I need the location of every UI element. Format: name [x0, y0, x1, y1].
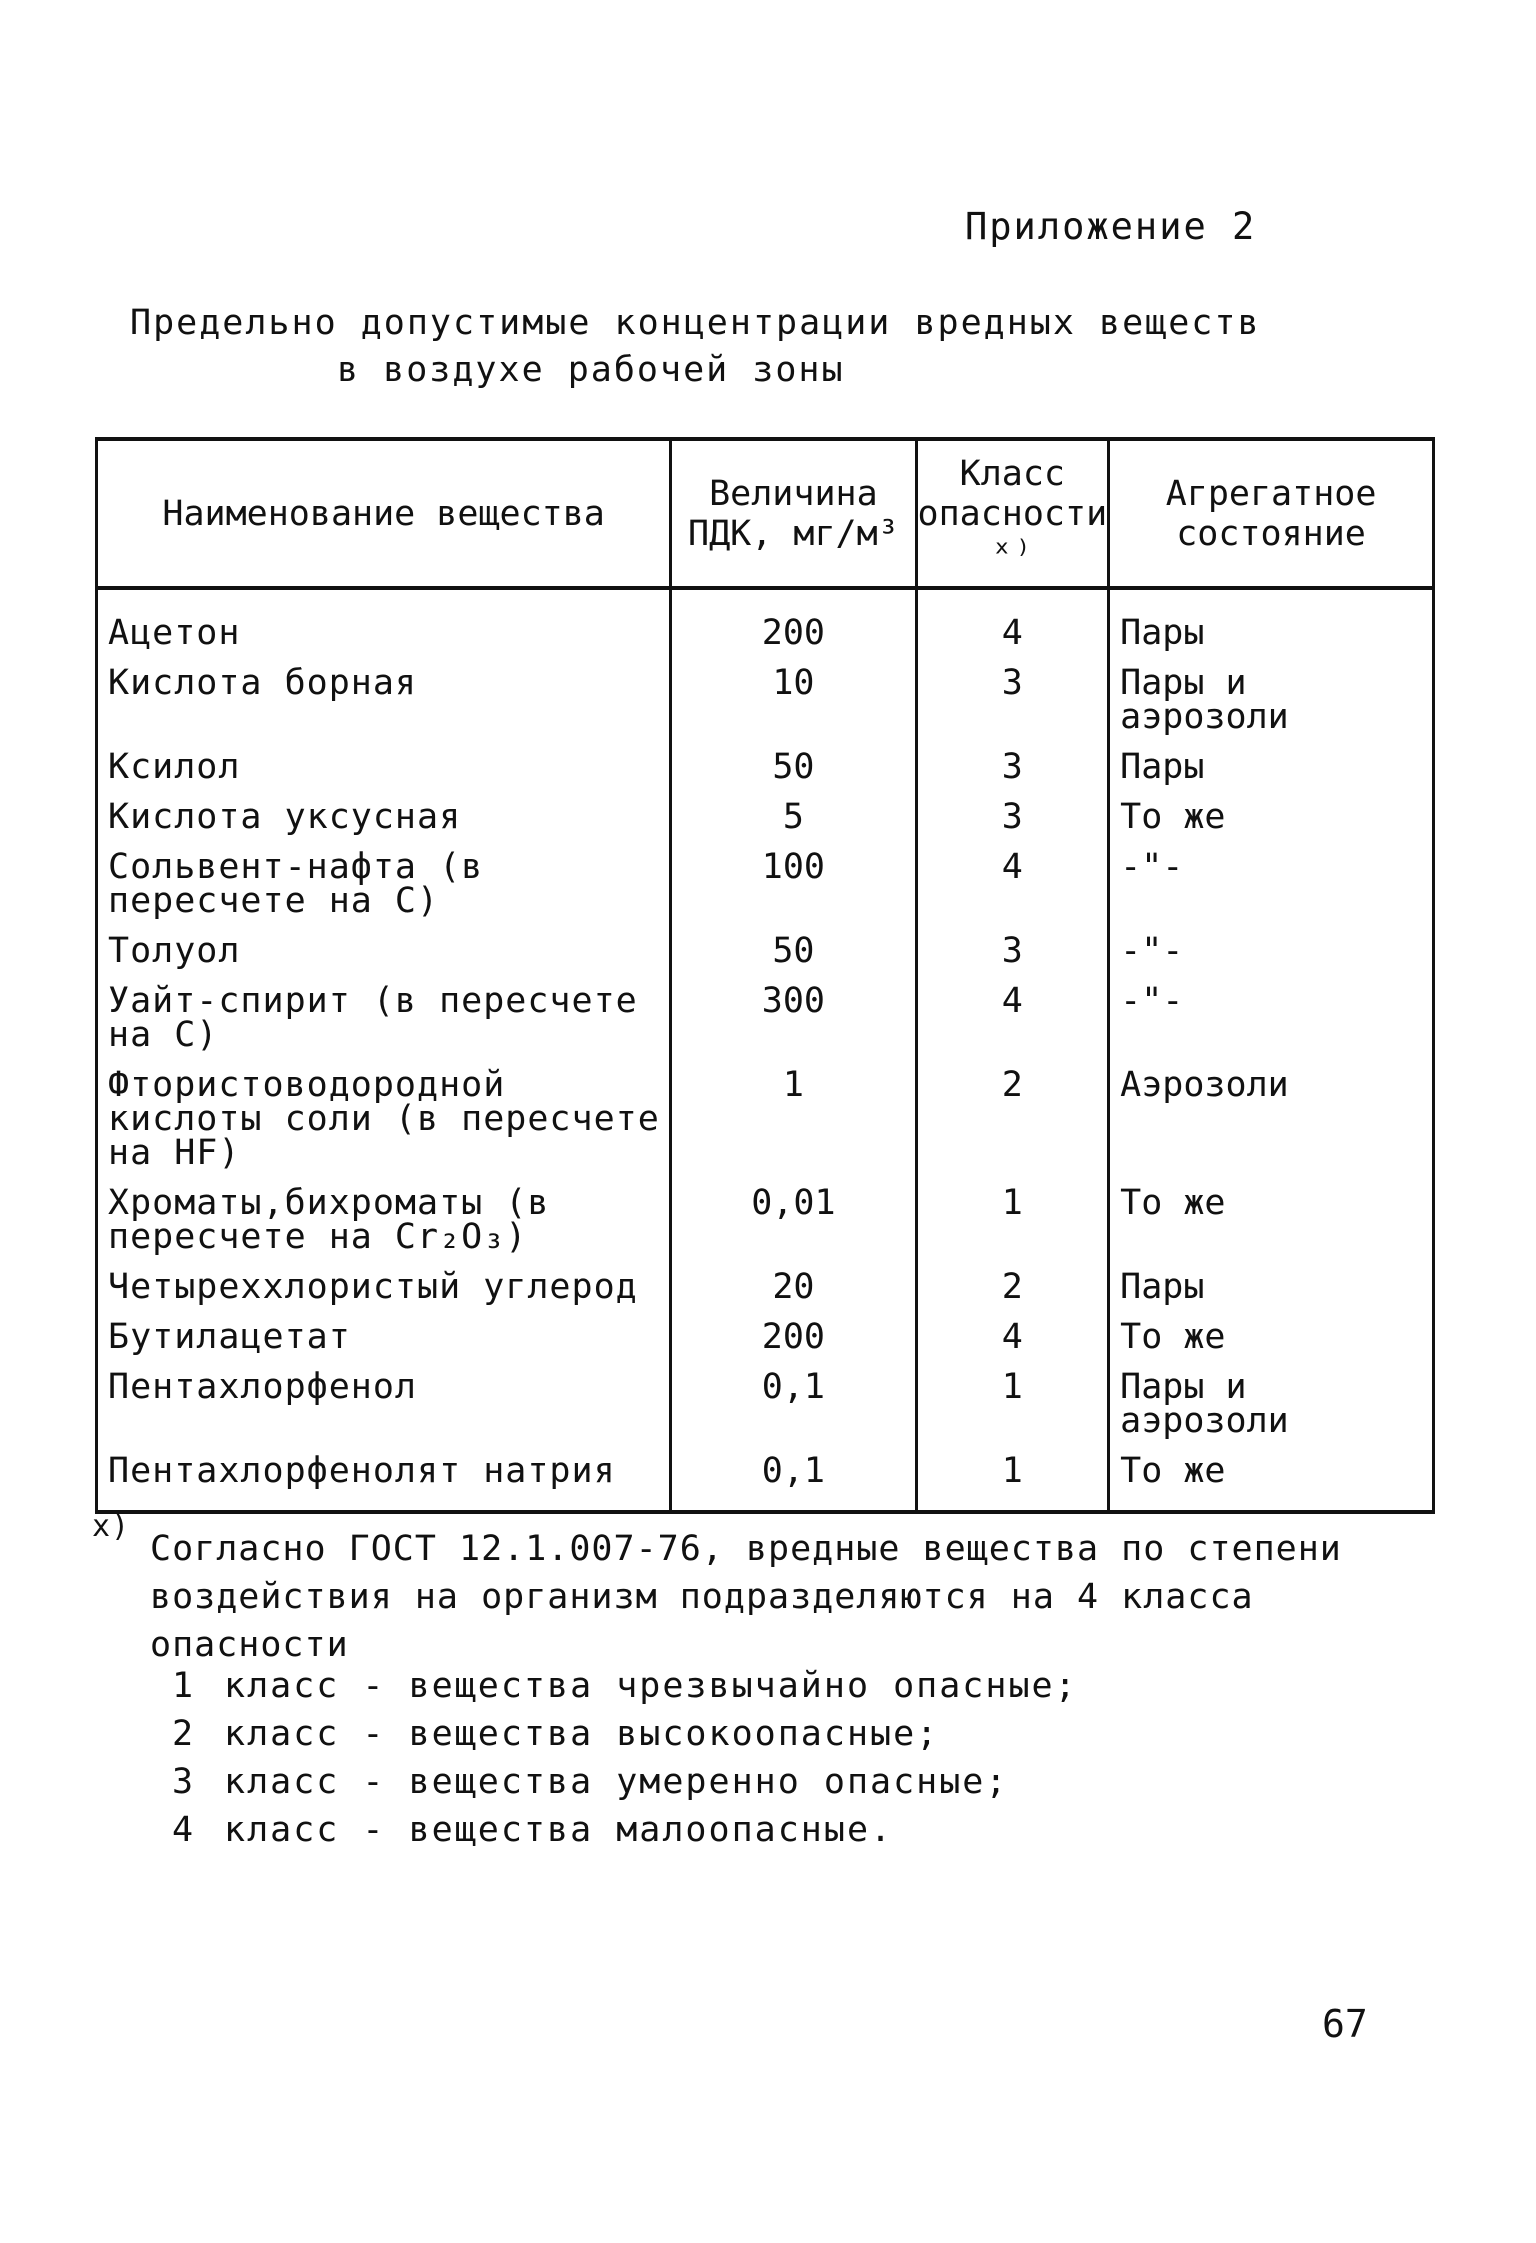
aggregate-state-cell: Пары [1109, 1261, 1434, 1311]
pdk-value-cell: 5 [671, 791, 916, 841]
aggregate-state-cell: Пары и аэрозоли [1109, 657, 1434, 741]
aggregate-state-cell: Аэрозоли [1109, 1059, 1434, 1177]
substance-name-cell: Кислота борная [97, 657, 671, 741]
table-row [97, 588, 1434, 657]
table-row [97, 1261, 1434, 1311]
header-class: Класс опасности ˣ⁾ [916, 439, 1109, 588]
hazard-class-number: 2 [172, 1714, 196, 1754]
hazard-class-list [172, 1662, 1078, 1854]
hazard-class-number: 1 [172, 1666, 196, 1706]
table-row [97, 1177, 1434, 1261]
aggregate-state-cell: То же [1109, 791, 1434, 841]
hazard-class-cell: 4 [916, 588, 1109, 657]
hazard-class-text: класс - вещества чрезвычайно опасные; [224, 1666, 1078, 1706]
table-row [97, 657, 1434, 741]
pdk-value-cell: 20 [671, 1261, 916, 1311]
hazard-class-cell: 2 [916, 1261, 1109, 1311]
hazard-class-text: класс - вещества умеренно опасные; [224, 1762, 1009, 1802]
table-row [97, 741, 1434, 791]
hazard-class-number: 3 [172, 1762, 196, 1802]
hazard-class-cell: 4 [916, 841, 1109, 925]
pdk-value-cell: 10 [671, 657, 916, 741]
footnote [92, 1509, 1450, 1669]
hazard-class-item [172, 1758, 1078, 1806]
substance-name-cell: Сольвент-нафта (в пересчете на С) [97, 841, 671, 925]
table-row [97, 791, 1434, 841]
pdk-value-cell: 0,01 [671, 1177, 916, 1261]
appendix-label: Приложение 2 [965, 205, 1257, 248]
hazard-class-cell: 3 [916, 741, 1109, 791]
footnote-text: Согласно ГОСТ 12.1.007-76, вредные вещества по степени воздействия на организм подразделяются на 4 класса опасности [150, 1529, 1342, 1665]
hazard-class-cell: 3 [916, 657, 1109, 741]
hazard-class-number: 4 [172, 1810, 196, 1850]
hazard-class-cell: 4 [916, 1311, 1109, 1361]
substance-name-cell: Пентахлорфенолят натрия [97, 1445, 671, 1512]
table-row [97, 1361, 1434, 1445]
aggregate-state-cell: -"- [1109, 925, 1434, 975]
table-row [97, 1311, 1434, 1361]
table-row [97, 975, 1434, 1059]
hazard-class-cell: 1 [916, 1445, 1109, 1512]
substance-name-cell: Ацетон [97, 588, 671, 657]
page-number: 67 [1322, 2002, 1368, 2046]
pdk-value-cell: 1 [671, 1059, 916, 1177]
pdk-value-cell: 50 [671, 925, 916, 975]
hazard-class-cell: 1 [916, 1361, 1109, 1445]
pdk-value-cell: 200 [671, 588, 916, 657]
header-name: Наименование вещества [97, 439, 671, 588]
aggregate-state-cell: Пары [1109, 741, 1434, 791]
aggregate-state-cell: Пары [1109, 588, 1434, 657]
aggregate-state-cell: Пары и аэрозоли [1109, 1361, 1434, 1445]
document-title [130, 300, 1430, 394]
hazard-class-cell: 4 [916, 975, 1109, 1059]
pdk-value-cell: 50 [671, 741, 916, 791]
hazard-class-cell: 1 [916, 1177, 1109, 1261]
aggregate-state-cell: То же [1109, 1445, 1434, 1512]
hazard-class-item [172, 1806, 1078, 1854]
header-pdk: Величина ПДК, мг/м³ [671, 439, 916, 588]
title-line-1: Предельно допустимые концентрации вредных веществ [130, 303, 1261, 343]
table-row [97, 925, 1434, 975]
pdk-value-cell: 0,1 [671, 1445, 916, 1512]
substance-name-cell: Пентахлорфенол [97, 1361, 671, 1445]
table-row [97, 1445, 1434, 1512]
title-line-2: в воздухе рабочей зоны [337, 350, 845, 390]
substance-name-cell: Толуол [97, 925, 671, 975]
pdk-value-cell: 300 [671, 975, 916, 1059]
hazard-class-item [172, 1662, 1078, 1710]
substance-name-cell: Четыреххлористый углерод [97, 1261, 671, 1311]
aggregate-state-cell: То же [1109, 1311, 1434, 1361]
pdk-value-cell: 100 [671, 841, 916, 925]
header-state: Агрегатное состояние [1109, 439, 1434, 588]
table-row [97, 841, 1434, 925]
pdk-value-cell: 200 [671, 1311, 916, 1361]
pdk-table [95, 437, 1435, 1514]
aggregate-state-cell: -"- [1109, 975, 1434, 1059]
hazard-class-cell: 3 [916, 925, 1109, 975]
hazard-class-item [172, 1710, 1078, 1758]
pdk-value-cell: 0,1 [671, 1361, 916, 1445]
aggregate-state-cell: -"- [1109, 841, 1434, 925]
substance-name-cell: Кислота уксусная [97, 791, 671, 841]
table-row [97, 1059, 1434, 1177]
hazard-class-cell: 3 [916, 791, 1109, 841]
hazard-class-text: класс - вещества малоопасные. [224, 1810, 894, 1850]
substance-name-cell: Уайт-спирит (в пересчете на С) [97, 975, 671, 1059]
hazard-class-cell: 2 [916, 1059, 1109, 1177]
footnote-mark: x) [92, 1509, 131, 1544]
substance-name-cell: Фтористоводородной кислоты соли (в пересчете на HF) [97, 1059, 671, 1177]
aggregate-state-cell: То же [1109, 1177, 1434, 1261]
substance-name-cell: Хроматы,бихроматы (в пересчете на Cr₂O₃) [97, 1177, 671, 1261]
hazard-class-text: класс - вещества высокоопасные; [224, 1714, 940, 1754]
substance-name-cell: Ксилол [97, 741, 671, 791]
substance-name-cell: Бутилацетат [97, 1311, 671, 1361]
table-header-row [97, 439, 1434, 588]
